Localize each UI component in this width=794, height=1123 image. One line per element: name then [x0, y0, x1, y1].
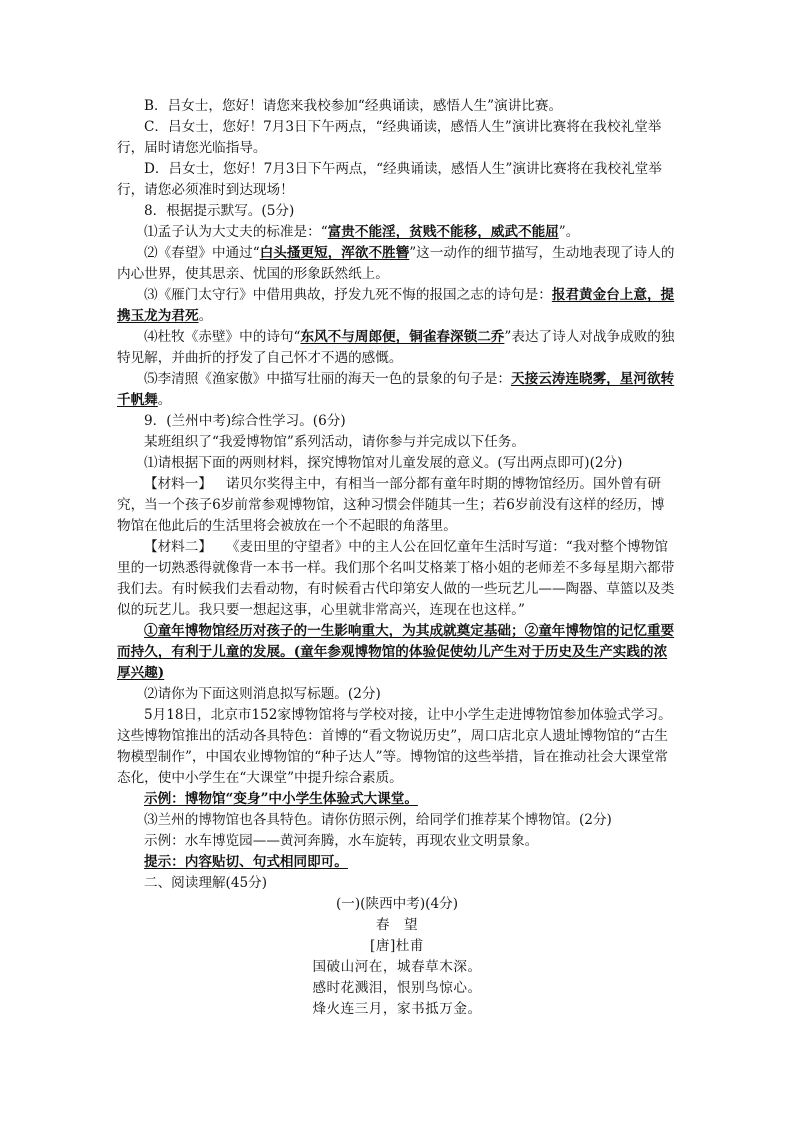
q8-item-4: ⑷杜牧《赤壁》中的诗句“东风不与周郎便，铜雀春深锁二乔”表达了诗人对战争成败的独特见解，并曲折的抒发了自己怀才不遇的感慨。 — [117, 329, 675, 366]
q8-answer-2a: 白头搔更短 — [259, 245, 328, 261]
q9-example: 示例：水车博览园——黄河奔腾，水车旋转，再现农业文明景象。 — [144, 833, 539, 849]
poem-line: 国破山河在，城春草木深。 — [312, 959, 482, 975]
q8-item-3: ⑶《雁门太守行》中借用典故，抒发九死不悔的报国之志的诗句是：报君黄金台上意，提携玉龙为君死。 — [117, 287, 675, 324]
q9-task-2: ⑵请你为下面这则消息拟写标题。(2分) — [144, 686, 381, 702]
section-2-title: 二、阅读理解(45分) — [144, 875, 268, 891]
news-paragraph: 5月18日，北京市152家博物馆将与学校对接，让中小学生走进博物馆参加体验式学习。这些博物馆推出的活动各具特色：首博的“看文物说历史”，周口店北京人遗址博物馆的“古生物模型制作”，中国农业博物馆的“种子达人”等。博物馆的这些举措，旨在推动社会大课堂常态化，使中小学生在“大课堂”中提升综合素质。 — [117, 707, 672, 786]
section-2-subtitle: (一)(陕西中考)(4分) — [335, 896, 459, 912]
q9-task-3: ⑶兰州的博物馆也各具特色。请你仿照示例，给同学们推荐某个博物馆。(2分) — [144, 812, 612, 828]
q9-intro: 某班组织了“我爱博物馆”系列活动，请你参与并完成以下任务。 — [144, 434, 525, 450]
q8-item-1: ⑴孟子认为大丈夫的标准是：“富贵不能淫，贫贱不能移，威武不能屈”。 — [144, 224, 580, 240]
material-2-label: 【材料二】 — [144, 539, 212, 555]
material-2-text: 《麦田里的守望者》中的主人公在回忆童年生活时写道：“我对整个博物馆里的一切熟悉得就像背一本书一样。我们那个名叫艾格莱丁格小姐的老师差不多每星期六都带我们去。有时候我们去看动物，有时候看古代印第安人做的一些玩艺儿——陶器、草篮以及类似的玩艺儿。我只要一想起这事，心里就非常高兴，连现在也这样。” — [117, 539, 675, 618]
poem-author: [唐]杜甫 — [370, 938, 424, 954]
q8-item-2: ⑵《春望》中通过“白头搔更短，浑欲不胜簪”这一动作的细节描写，生动地表现了诗人的内心世界，使其思亲、忧国的形象跃然纸上。 — [117, 245, 675, 282]
q8-answer-4: 东风不与周郎便，铜雀春深锁二乔 — [300, 329, 505, 345]
q9-answer-2: 示例：博物馆“变身”中小学生体验式大课堂。 — [144, 791, 418, 807]
q8-item-5: ⑸李清照《渔家傲》中描写壮丽的海天一色的景象的句子是：天接云涛连晓雾，星河欲转千帆舞。 — [117, 371, 675, 408]
material-1-text: 诺贝尔奖得主中，有相当一部分都有童年时期的博物馆经历。国外曾有研究，当一个孩子6岁前常参观博物馆，这种习惯会伴随其一生；若6岁前没有这样的经历，博物馆在他此后的生活里将会被放在一个不起眼的角落里。 — [117, 476, 665, 534]
option-c: C．吕女士，您好！7月3日下午两点，“经典诵读，感悟人生”演讲比赛将在我校礼堂举行，届时请您光临指导。 — [117, 119, 662, 156]
poem-line: 感时花溅泪，恨别鸟惊心。 — [312, 980, 482, 996]
question-9-title: 9．(兰州中考)综合性学习。(6分) — [144, 413, 346, 429]
q8-answer-2b: 浑欲不胜簪 — [341, 245, 410, 261]
material-1-label: 【材料一】 — [144, 476, 212, 492]
q9-task-1: ⑴请根据下面的两则材料，探究博物馆对儿童发展的意义。(写出两点即可)(2分) — [144, 455, 623, 471]
poem-title: 春 望 — [375, 917, 419, 933]
option-d: D．吕女士，您好！7月3日下午两点，“经典诵读，感悟人生”演讲比赛将在我校礼堂举行，请您必须准时到达现场！ — [117, 161, 662, 198]
q8-answer-3: 报君黄金台上意，提携玉龙为君死 — [117, 287, 675, 324]
q8-answer-1: 富贵不能淫，贫贱不能移，威武不能屈 — [327, 224, 559, 240]
poem-line: 烽火连三月，家书抵万金。 — [312, 1001, 482, 1017]
q8-answer-5: 天接云涛连晓雾，星河欲转千帆舞 — [117, 371, 675, 408]
material-2 — [117, 537, 677, 621]
option-b: B．吕女士，您好！请您来我校参加“经典诵读，感悟人生”演讲比赛。 — [144, 98, 563, 114]
document-page — [117, 96, 677, 1020]
material-1 — [117, 474, 677, 537]
question-8-title: 8．根据提示默写。(5分) — [144, 203, 295, 219]
q9-answer-3: 提示：内容贴切、句式相同即可。 — [144, 854, 348, 870]
q9-answer-1: ①童年博物馆经历对孩子的一生影响重大，为其成就奠定基础；②童年博物馆的记忆重要而持久，有利于儿童的发展。(童年参观博物馆的体验促使幼儿产生对于历史及生产实践的浓厚兴趣) — [117, 623, 675, 681]
